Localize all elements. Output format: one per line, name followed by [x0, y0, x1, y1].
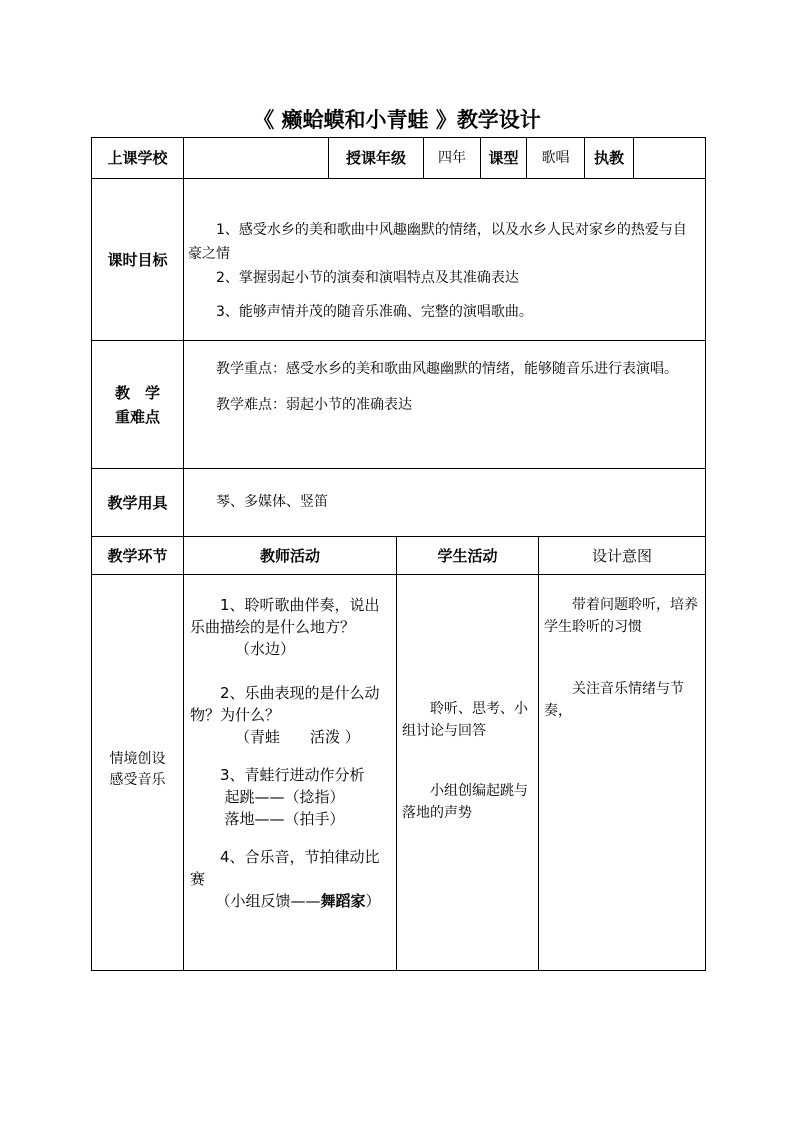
design-intent — [544, 594, 702, 722]
tools-value: 琴、多媒体、竖笛 — [216, 494, 328, 510]
key-difficulty: 教学难点：弱起小节的准确表达 — [216, 397, 412, 413]
tools-value-wrap — [188, 490, 700, 514]
keypoints-label-line1: 教 学 — [114, 383, 160, 402]
goal-item-3: 3、能够声情并茂的随音乐准确、完整的演唱歌曲。 — [216, 304, 533, 320]
title-song-name: 癞蛤蟆和小青蛙 — [281, 107, 429, 132]
teacher-a4-suffix: ） — [365, 892, 381, 910]
goal-item-2: 2、掌握弱起小节的演奏和演唱特点及其准确表达 — [216, 270, 519, 286]
stage-cell — [92, 745, 183, 795]
teacher-a1: （水边） — [235, 640, 296, 658]
grade-label: 授课年级 — [345, 149, 406, 167]
title-close-bracket: 》 — [435, 107, 457, 132]
keypoints-label — [92, 341, 183, 468]
header-student: 学生活动 — [437, 546, 498, 565]
teacher-q4: 4、合乐音，节拍律动比赛 — [190, 848, 380, 888]
student-s2: 小组创编起跳与落地的声势 — [402, 783, 528, 821]
goal-item-1: 1、感受水乡的美和歌曲中风趣幽默的情绪，以及水乡人民对家乡的热爱与自豪之情 — [188, 222, 687, 262]
teacher-q2: 2、乐曲表现的是什么动物？为什么？ — [190, 684, 380, 724]
stage-line2: 感受音乐 — [109, 772, 166, 788]
intent-i1: 带着问题聆听，培养学生聆听的习惯 — [544, 597, 698, 635]
stage-line1: 情境创设 — [109, 751, 166, 767]
teacher-a4-bold: 舞蹈家 — [320, 892, 366, 910]
teacher-a4-prefix: （小组反馈—— — [215, 892, 321, 910]
title-open-bracket: 《 — [253, 107, 275, 132]
header-intent: 设计意图 — [591, 546, 652, 565]
grade-value: 四年 — [438, 150, 466, 166]
teacher-a3-2: 落地——（拍手） — [224, 810, 345, 828]
teacher-q3: 3、青蛙行进动作分析 — [220, 766, 365, 784]
student-s1: 聆听、思考、小组讨论与回答 — [402, 701, 528, 739]
header-teacher: 教师活动 — [259, 546, 320, 565]
teacher-a2: （青蛙 活泼 ） — [235, 728, 360, 746]
goals-content — [188, 218, 700, 324]
key-focus: 教学重点：感受水乡的美和歌曲风趣幽默的情绪，能够随音乐进行表演唱。 — [216, 361, 678, 377]
teacher-q1: 1、聆听歌曲伴奏，说出乐曲描绘的是什么地方？ — [190, 596, 380, 636]
intent-i2: 关注音乐情绪与节奏， — [544, 681, 684, 719]
goals-label: 课时目标 — [107, 250, 168, 269]
school-label: 上课学校 — [107, 149, 168, 167]
keypoints-label-line2: 重难点 — [114, 407, 160, 426]
keypoints-content — [188, 351, 700, 423]
teacher-a3-1: 起跳——（捻指） — [224, 788, 345, 806]
teacher-value — [634, 138, 705, 178]
title-suffix: 教学设计 — [456, 107, 541, 132]
tools-label: 教学用具 — [107, 493, 168, 512]
school-value — [184, 138, 328, 178]
type-value: 歌唱 — [541, 150, 570, 166]
type-label: 课型 — [488, 149, 519, 167]
teacher-label: 执教 — [593, 149, 624, 167]
teacher-a4 — [190, 890, 392, 912]
student-activity — [402, 698, 534, 824]
header-stage: 教学环节 — [107, 546, 168, 565]
teacher-activity — [190, 594, 392, 912]
